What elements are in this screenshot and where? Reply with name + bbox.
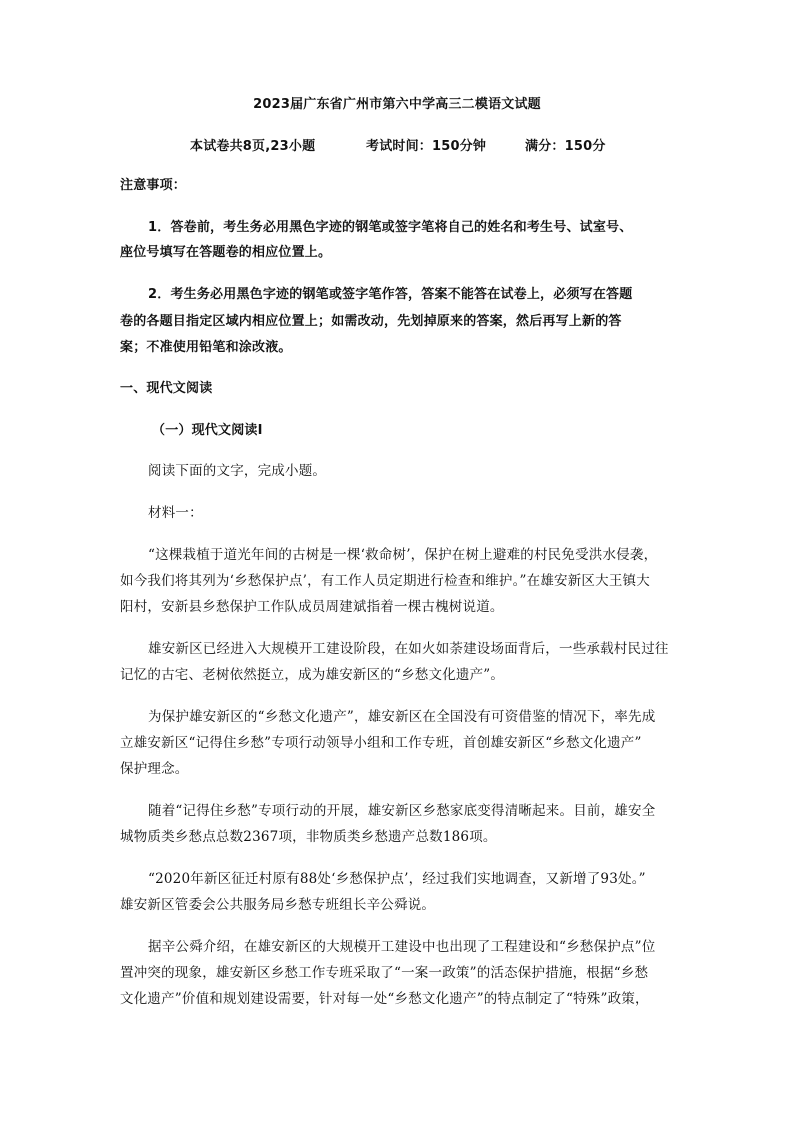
paragraph-1-line-2: 如今我们将其列为‘乡愁保护点’，有工作人员定期进行检查和维护。”在雄安新区大王镇大 bbox=[120, 573, 650, 589]
paragraph-3-line-3: 保护理念。 bbox=[120, 761, 189, 777]
paragraph-4-line-1: 随着“记得住乡愁”专项行动的开展，雄安新区乡愁家底变得清晰起来。目前，雄安全 bbox=[148, 803, 656, 819]
paragraph-1-line-3: 阳村，安新县乡愁保护工作队成员周建斌指着一棵古槐树说道。 bbox=[120, 599, 504, 615]
paragraph-3-line-1: 为保护雄安新区的“乡愁文化遗产”，雄安新区在全国没有可资借鉴的情况下，率先成 bbox=[148, 709, 656, 725]
paragraph-6-line-2: 置冲突的现象，雄安新区乡愁工作专班采取了“一案一政策”的活态保护措施，根据“乡愁 bbox=[120, 965, 649, 981]
paragraph-4-line-2: 城物质类乡愁点总数2367项，非物质类乡愁遗产总数186项。 bbox=[120, 829, 497, 845]
document-title: 2023届广东省广州市第六中学高三二模语文试题 bbox=[253, 97, 541, 112]
paragraph-2-line-2: 记忆的古宅、老树依然挺立，成为雄安新区的“乡愁文化遗产”。 bbox=[120, 667, 505, 683]
exam-time-info: 考试时间：150分钟 bbox=[366, 139, 487, 154]
notice-item-1-line-2: 座位号填写在答题卷的相应位置上。 bbox=[120, 245, 332, 260]
paragraph-1-line-1: “这棵栽植于道光年间的古树是一棵‘救命树’，保护在树上避难的村民免受洪水侵袭， bbox=[148, 547, 658, 563]
paragraph-6-line-1: 据辛公舜介绍，在雄安新区的大规模开工建设中也出现了工程建设和“乡愁保护点”位 bbox=[148, 939, 656, 955]
notice-item-2-line-2: 卷的各题目指定区域内相应位置上；如需改动，先划掉原来的答案，然后再写上新的答 bbox=[120, 314, 622, 329]
notice-item-2-line-3: 案；不准使用铅笔和涂改液。 bbox=[120, 340, 292, 355]
paragraph-3-line-2: 立雄安新区“记得住乡愁”专项行动领导小组和工作专班，首创雄安新区“乡愁文化遗产” bbox=[120, 735, 642, 751]
section-heading: 一、现代文阅读 bbox=[120, 381, 213, 396]
paragraph-6-line-3: 文化遗产”价值和规划建设需要，针对每一处“乡愁文化遗产”的特点制定了“特殊”政策， bbox=[120, 991, 649, 1007]
exam-score-info: 满分：150分 bbox=[525, 139, 606, 154]
notice-item-1-line-1: 1．答卷前，考生务必用黑色字迹的钢笔或签字笔将自己的姓名和考生号、试室号、 bbox=[148, 220, 633, 235]
notice-heading: 注意事项： bbox=[120, 178, 187, 193]
paragraph-5-line-1: “2020年新区征迁村原有88处‘乡愁保护点’，经过我们实地调查，又新增了93处。” bbox=[148, 871, 646, 887]
paragraph-5-line-2: 雄安新区管委会公共服务局乡愁专班组长辛公舜说。 bbox=[120, 897, 436, 913]
reading-instruction: 阅读下面的文字，完成小题。 bbox=[148, 463, 327, 479]
notice-item-2-line-1: 2．考生务必用黑色字迹的钢笔或签字笔作答，答案不能答在试卷上，必须写在答题 bbox=[148, 287, 633, 302]
material-label: 材料一： bbox=[148, 505, 203, 521]
exam-pages-info: 本试卷共8页,23小题 bbox=[190, 139, 316, 154]
subsection-heading: （一）现代文阅读Ⅰ bbox=[152, 423, 263, 438]
paragraph-2-line-1: 雄安新区已经进入大规模开工建设阶段，在如火如荼建设场面背后，一些承载村民过往 bbox=[148, 641, 669, 657]
